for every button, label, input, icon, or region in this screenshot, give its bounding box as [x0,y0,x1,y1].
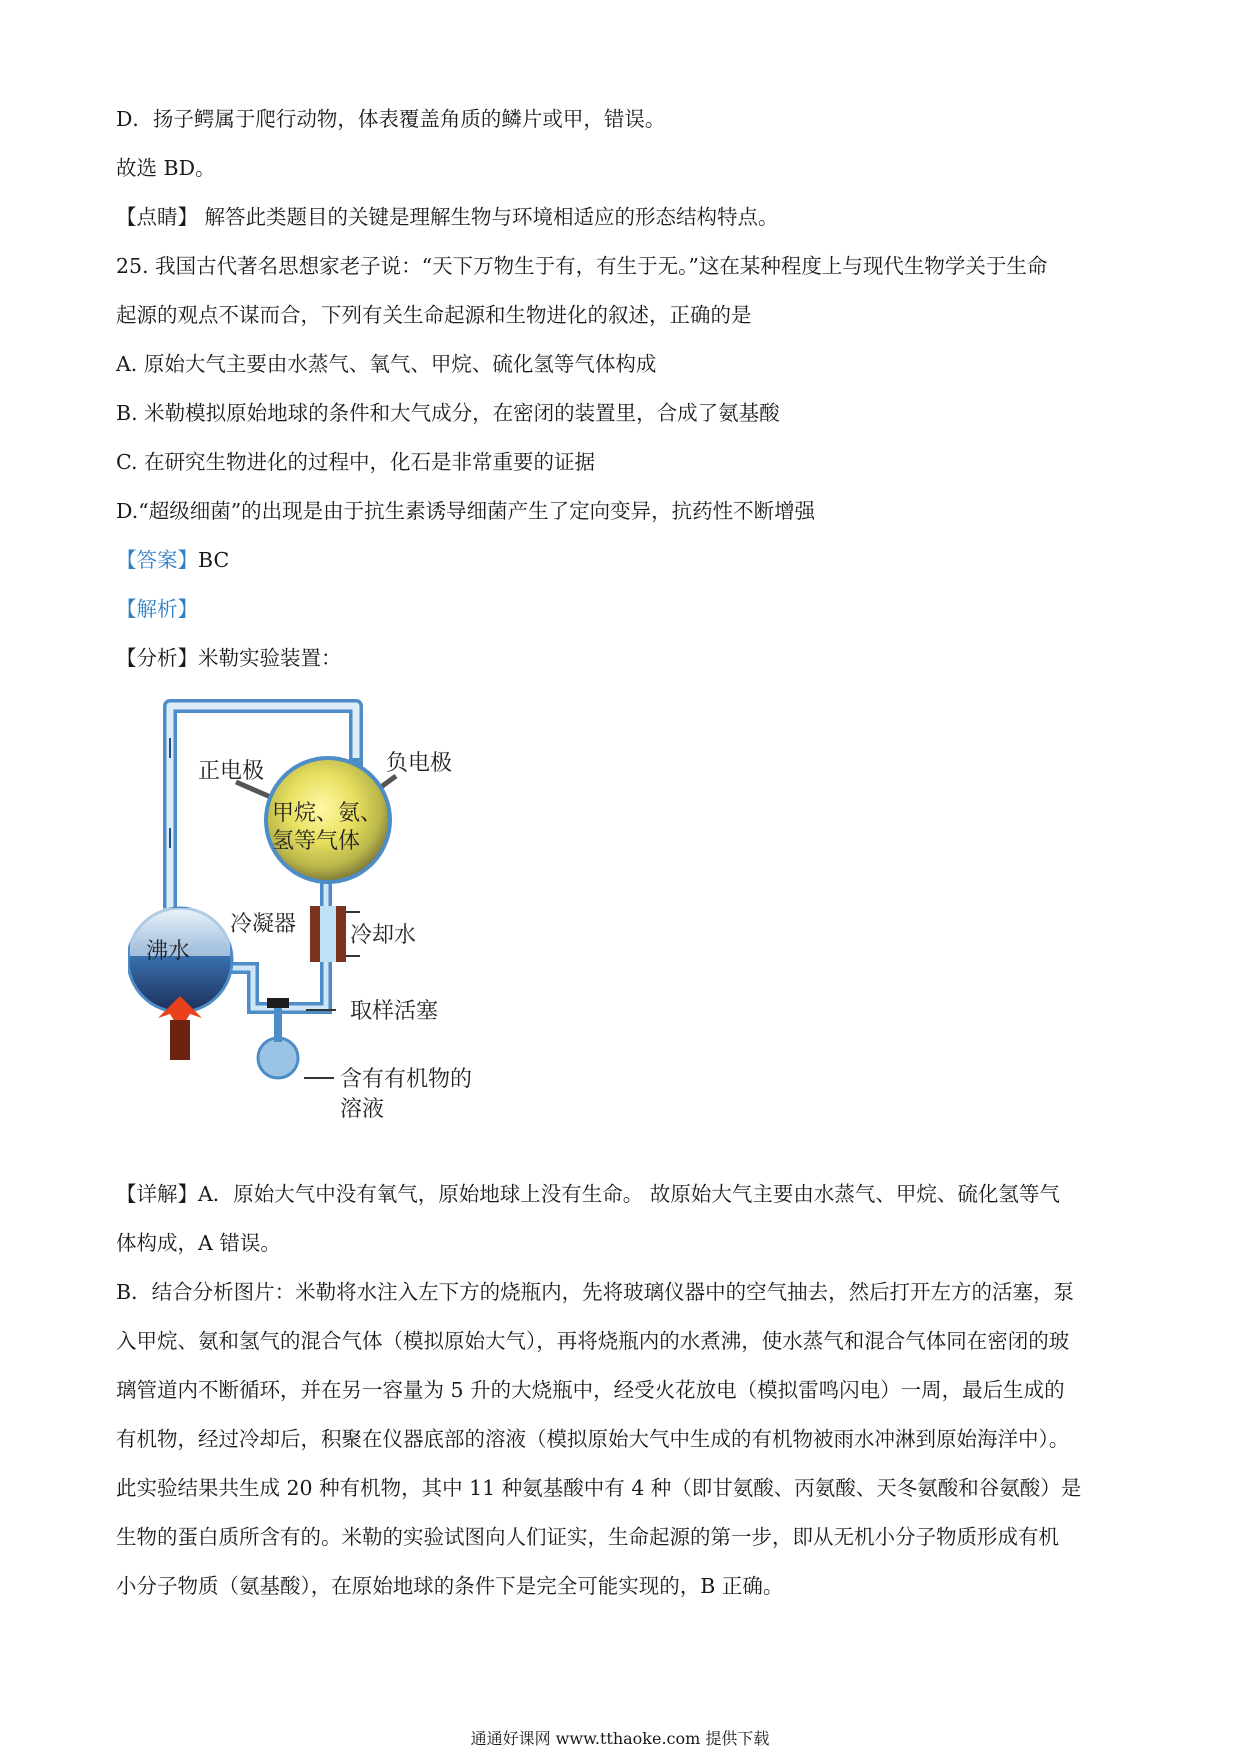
label-condenser: 冷凝器 [230,912,297,937]
answer-label: 【答案】 [116,548,198,572]
option-c: C. 在研究生物进化的过程中，化石是非常重要的证据 [116,450,595,474]
burner [170,1020,190,1060]
option-d-prev: D．扬子鳄属于爬行动物，体表覆盖角质的鳞片或甲，错误。 [116,107,666,131]
analysis-intro: 【分析】米勒实验装置： [116,646,342,670]
label-sampling-valve: 取样活塞 [350,999,439,1024]
detail-line-2: 体构成，A 错误。 [116,1231,281,1255]
label-gases-line2: 氢等气体 [272,829,361,854]
detail-line-5: 璃管道内不断循环，并在另一容量为 5 升的大烧瓶中，经受火花放电（模拟雷鸣闪电）一周，最后生成的 [116,1378,1065,1402]
detail-line-4: 入甲烷、氨和氢气的混合气体（模拟原始大气），再将烧瓶内的水煮沸，使水蒸气和混合气体同在密闭的玻 [116,1329,1070,1353]
collection-flask [258,1038,298,1078]
label-boiling-water: 沸水 [146,939,191,964]
answer-value: BC [198,548,230,572]
detail-line-7: 此实验结果共生成 20 种有机物，其中 11 种氨基酸中有 4 种（即甘氨酸、丙氨酸、天冬氨酸和谷氨酸）是 [116,1476,1082,1500]
page-footer: 通通好课网 www.tthaoke.com 提供下载 [470,1729,770,1748]
option-b: B. 米勒模拟原始地球的条件和大气成分，在密闭的装置里，合成了氨基酸 [116,401,780,425]
detail-line-1: 【详解】A．原始大气中没有氧气，原始地球上没有生命。 故原始大气主要由水蒸气、甲烷、硫化氢等气 [116,1182,1060,1206]
key-point: 【点睛】 解答此类题目的关键是理解生物与环境相适应的形态结构特点。 [116,205,779,229]
question-25-line2: 起源的观点不谋而合，下列有关生命起源和生物进化的叙述，正确的是 [116,303,752,327]
miller-apparatus-diagram [128,698,548,1150]
detail-line-3: B．结合分析图片：米勒将水注入左下方的烧瓶内，先将玻璃仪器中的空气抽去，然后打开左方的活塞，泵 [116,1280,1075,1304]
sampling-valve-handle [267,998,289,1008]
detail-line-9: 小分子物质（氨基酸），在原始地球的条件下是完全可能实现的，B 正确。 [116,1574,784,1598]
question-25-line1: 25. 我国古代著名思想家老子说：“天下万物生于有，有生于无。”这在某种程度上与现代生物学关于生命 [116,254,1048,278]
option-a: A. 原始大气主要由水蒸气、氧气、甲烷、硫化氢等气体构成 [116,352,657,376]
label-positive-electrode: 正电极 [198,759,265,784]
label-gases-line1: 甲烷、氨、 [272,801,383,826]
label-cooling-water: 冷却水 [350,923,417,948]
detail-line-6: 有机物，经过冷却后，积聚在仪器底部的溶液（模拟原始大气中生成的有机物被雨水冲淋到原始海洋中）。 [116,1427,1070,1451]
option-d: D.“超级细菌”的出现是由于抗生素诱导细菌产生了定向变异，抗药性不断增强 [116,499,816,523]
label-solution-line1: 含有有机物的 [340,1067,473,1092]
analysis-label: 【解析】 [116,597,198,621]
label-solution-line2: 溶液 [340,1097,385,1122]
detail-line-8: 生物的蛋白质所含有的。米勒的实验试图向人们证实，生命起源的第一步，即从无机小分子物质形成有机 [116,1525,1059,1549]
label-negative-electrode: 负电极 [386,751,453,776]
answer-line [116,546,229,574]
prev-answer: 故选 BD。 [116,156,216,180]
